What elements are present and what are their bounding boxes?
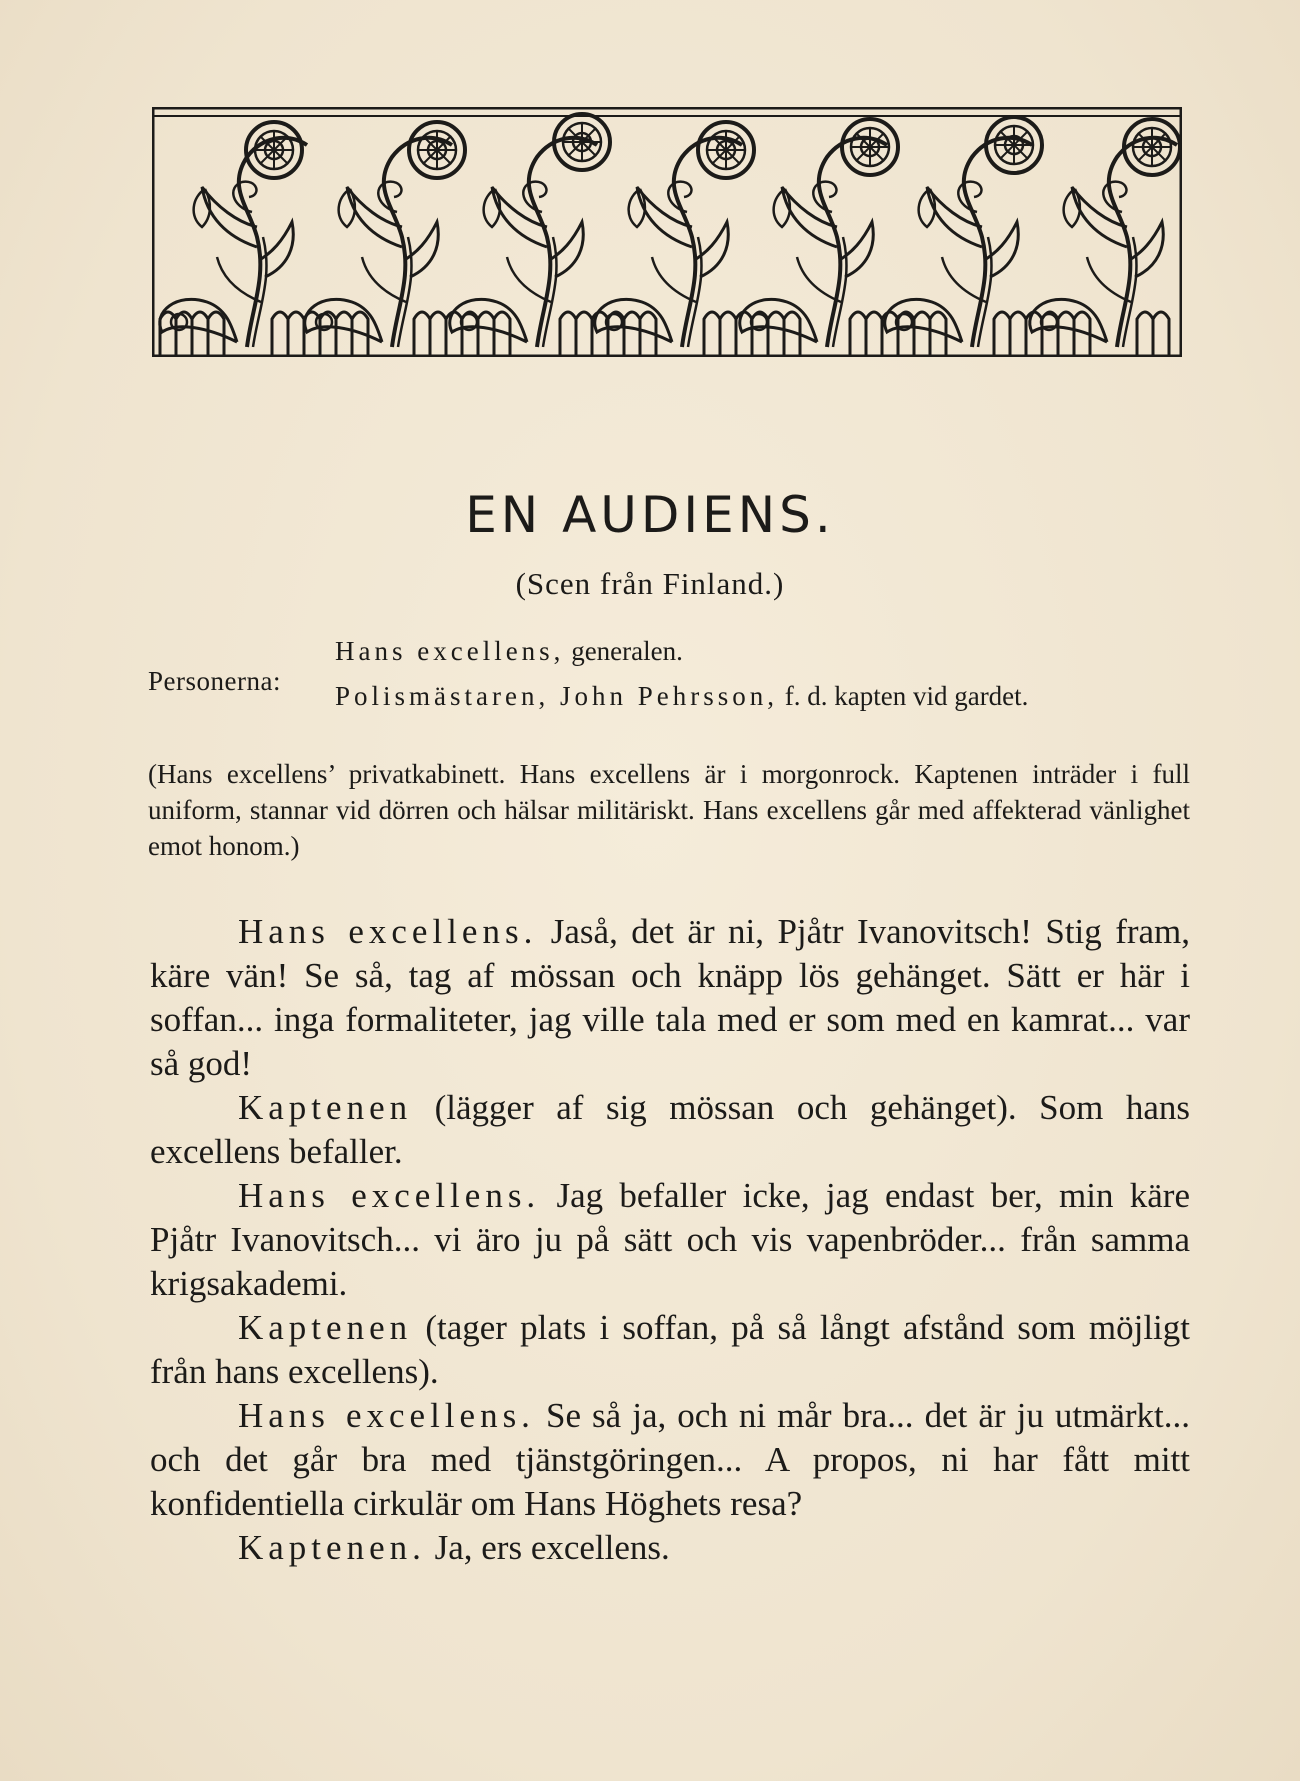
dialogue-line bbox=[150, 1394, 1190, 1526]
dialogue-line bbox=[150, 1174, 1190, 1306]
line-text: (tager plats i soffan, på så långt afstånd som möjligt från hans excellens). bbox=[150, 1308, 1190, 1391]
cast-role bbox=[335, 681, 1028, 712]
cast-role-desc: f. d. kapten vid gardet. bbox=[784, 681, 1029, 711]
speaker: Hans excellens. bbox=[238, 1176, 541, 1215]
stage-direction: (Hans excellens’ privatkabinett. Hans excellens är i morgonrock. Kaptenen inträder i full uniform, stannar vid dörren och hälsar militäriskt. Hans excellens går med affekterad vänlighet emot honom.) bbox=[148, 759, 1190, 861]
dialogue-line bbox=[150, 1526, 1190, 1570]
dialogue-line bbox=[150, 910, 1190, 1086]
page-title: EN AUDIENS. bbox=[465, 486, 835, 544]
line-text: Jag befaller icke, jag endast ber, min käre Pjåtr Ivanovitsch... vi äro ju på sätt och vis vapenbröder... från samma krigsakademi. bbox=[150, 1176, 1190, 1303]
cast-role-name: Polismästaren, John Pehrsson, bbox=[335, 681, 778, 711]
cast-role bbox=[335, 636, 683, 667]
cast-list bbox=[148, 636, 1198, 716]
speaker: Hans excellens. bbox=[238, 912, 538, 951]
speaker: Kaptenen. bbox=[238, 1528, 426, 1567]
line-text: Se så ja, och ni mår bra... det är ju utmärkt... och det går bra med tjänstgöringen... A propos, ni har fått mitt konfidentiella cirkulär om Hans Höghets resa? bbox=[150, 1396, 1191, 1523]
line-text: Ja, ers excellens. bbox=[434, 1528, 670, 1567]
speaker: Kaptenen bbox=[238, 1088, 413, 1127]
speaker: Hans excellens. bbox=[238, 1396, 535, 1435]
subtitle: (Scen från Finland.) bbox=[515, 566, 785, 601]
dialogue-line bbox=[150, 1306, 1190, 1394]
cast-role-name: Hans excellens, bbox=[335, 636, 565, 666]
line-text: (lägger af sig mössan och gehänget). Som hans excellens befaller. bbox=[150, 1088, 1190, 1171]
dialogue-line bbox=[150, 1086, 1190, 1174]
floral-ornament-icon bbox=[152, 107, 1182, 357]
cast-role-desc: generalen. bbox=[571, 636, 683, 666]
line-text: Jaså, det är ni, Pjåtr Ivanovitsch! Stig fram, käre vän! Se så, tag af mössan och knäpp lös gehänget. Sätt er här i soffan... inga formaliteter, jag ville tala med er som med en kamrat... var så god! bbox=[150, 912, 1191, 1083]
dialogue bbox=[150, 910, 1190, 1570]
cast-label: Personerna: bbox=[148, 666, 281, 696]
speaker: Kaptenen bbox=[238, 1308, 413, 1347]
